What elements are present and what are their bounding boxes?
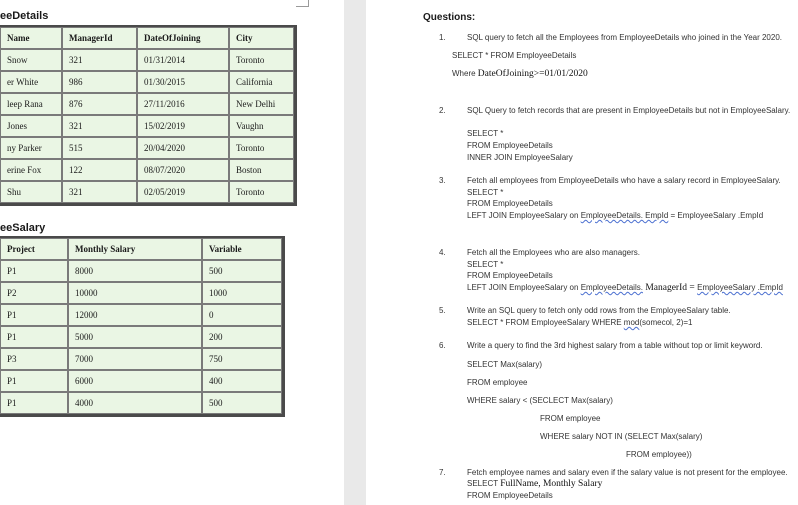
column-header: DateOfJoining (137, 27, 229, 49)
query-expression: ManagerId = (642, 283, 698, 293)
table-cell: Toronto (229, 181, 294, 203)
table-cell: 5000 (68, 326, 202, 348)
table-cell: 200 (202, 326, 282, 348)
table-cell: 515 (62, 137, 137, 159)
query-line: FROM employee (540, 414, 601, 423)
question-number: 2. (439, 106, 446, 115)
query-line: SELECT * (467, 129, 504, 138)
column-header: City (229, 27, 294, 49)
table-cell: New Delhi (229, 93, 294, 115)
table-cell: ny Parker (0, 137, 62, 159)
query-line: INNER JOIN EmployeeSalary (467, 153, 573, 162)
query-line (467, 211, 763, 220)
query-line: SELECT * (467, 260, 504, 269)
table-cell: 876 (62, 93, 137, 115)
question-number: 7. (439, 468, 446, 477)
document-page-left (0, 0, 344, 505)
document-page-right (366, 0, 798, 505)
table-cell: Boston (229, 159, 294, 181)
column-header: Project (0, 238, 68, 260)
query-line: FROM EmployeeDetails (467, 199, 553, 208)
query-keyword: Where (452, 69, 478, 78)
table-cell: Snow (0, 49, 62, 71)
spellcheck-underlined-text: EmployeeDetails. (580, 283, 643, 292)
table-row (0, 392, 282, 414)
table-row (0, 181, 294, 203)
query-keyword: SELECT * FROM EmployeeSalary WHERE (467, 318, 624, 327)
table-cell: 750 (202, 348, 282, 370)
table-cell: 10000 (68, 282, 202, 304)
table-row (0, 93, 294, 115)
query-expression: DateOfJoining>=01/01/2020 (477, 69, 588, 79)
table-row (0, 71, 294, 93)
query-keyword: LEFT JOIN EmployeeSalary on (467, 283, 581, 292)
query-line: FROM employee (467, 378, 528, 387)
table-row (0, 304, 282, 326)
table-cell: 321 (62, 115, 137, 137)
table-cell: 8000 (68, 260, 202, 282)
table-cell: P3 (0, 348, 68, 370)
query-keyword: SELECT (467, 479, 501, 488)
table-cell: 7000 (68, 348, 202, 370)
query-line: WHERE salary < (SECLECT Max(salary) (467, 396, 613, 405)
table-cell: 6000 (68, 370, 202, 392)
table-row (0, 159, 294, 181)
question-text: Write a query to find the 3rd highest salary from a table without top or limit keyword. (467, 341, 763, 350)
table-cell: er White (0, 71, 62, 93)
column-header: ManagerId (62, 27, 137, 49)
column-header: Name (0, 27, 62, 49)
query-line: FROM employee)) (626, 450, 692, 459)
table-cell: 08/07/2020 (137, 159, 229, 181)
table-row (0, 348, 282, 370)
table-cell: California (229, 71, 294, 93)
table-cell: 02/05/2019 (137, 181, 229, 203)
table-cell: P1 (0, 304, 68, 326)
table-cell: 986 (62, 71, 137, 93)
query-expression: FullName, Monthly Salary (500, 479, 603, 489)
table-row (0, 49, 294, 71)
page-corner-mark (296, 0, 309, 7)
table-row (0, 115, 294, 137)
table-cell: P1 (0, 370, 68, 392)
table-cell: 4000 (68, 392, 202, 414)
spellcheck-underlined-text: EmployeeSalary .EmpId (697, 283, 783, 292)
employee-details-table (0, 25, 297, 206)
table-row (0, 282, 282, 304)
employee-details-heading: eeDetails (0, 10, 49, 22)
employee-salary-table (0, 236, 285, 417)
table-cell: leep Rana (0, 93, 62, 115)
question-text: SQL query to fetch all the Employees from EmployeeDetails who joined in the Year 2020. (467, 33, 782, 42)
question-number: 3. (439, 176, 446, 185)
query-line: SELECT * FROM EmployeeDetails (452, 51, 577, 60)
query-expression: = EmployeeSalary .EmpId (668, 211, 764, 220)
table-cell: P1 (0, 326, 68, 348)
table-header-row (0, 27, 294, 49)
table-row (0, 370, 282, 392)
table-cell: 1000 (202, 282, 282, 304)
table-cell: Toronto (229, 49, 294, 71)
query-line: FROM EmployeeDetails (467, 141, 553, 150)
table-cell: P2 (0, 282, 68, 304)
table-cell: Shu (0, 181, 62, 203)
table-cell: 122 (62, 159, 137, 181)
table-cell: P1 (0, 260, 68, 282)
question-number: 5. (439, 306, 446, 315)
table-cell: 500 (202, 260, 282, 282)
employee-salary-heading: eeSalary (0, 222, 46, 234)
table-header-row (0, 238, 282, 260)
table-row (0, 326, 282, 348)
table-cell: 321 (62, 49, 137, 71)
table-cell: 15/02/2019 (137, 115, 229, 137)
table-row (0, 260, 282, 282)
table-cell: 321 (62, 181, 137, 203)
table-cell: erine Fox (0, 159, 62, 181)
table-cell: P1 (0, 392, 68, 414)
table-cell: Toronto (229, 137, 294, 159)
query-line: WHERE salary NOT IN (SELECT Max(salary) (540, 432, 703, 441)
table-row (0, 137, 294, 159)
query-line (452, 69, 588, 79)
table-cell: 01/31/2014 (137, 49, 229, 71)
table-cell: 0 (202, 304, 282, 326)
column-header: Variable (202, 238, 282, 260)
query-line (467, 479, 602, 489)
table-cell: Vaughn (229, 115, 294, 137)
table-cell: 400 (202, 370, 282, 392)
spellcheck-underlined-text: EmployeeDetails. EmpId (580, 211, 669, 220)
question-text: Fetch all the Employees who are also managers. (467, 248, 640, 257)
table-cell: 500 (202, 392, 282, 414)
column-header: Monthly Salary (68, 238, 202, 260)
query-line (467, 318, 692, 327)
question-number: 4. (439, 248, 446, 257)
query-expression: (somecol, 2)=1 (639, 318, 693, 327)
query-line: SELECT * (467, 188, 504, 197)
question-text: Fetch employee names and salary even if the salary value is not present for the employee. (467, 468, 788, 477)
question-number: 1. (439, 33, 446, 42)
query-line: FROM EmployeeDetails (467, 491, 553, 500)
question-number: 6. (439, 341, 446, 350)
query-line (467, 283, 783, 293)
table-cell: Jones (0, 115, 62, 137)
table-cell: 01/30/2015 (137, 71, 229, 93)
table-cell: 12000 (68, 304, 202, 326)
question-text: SQL Query to fetch records that are present in EmployeeDetails but not in EmployeeSalary. (467, 106, 791, 115)
table-cell: 20/04/2020 (137, 137, 229, 159)
spellcheck-underlined-text: mod (623, 318, 640, 327)
question-text: Fetch all employees from EmployeeDetails who have a salary record in EmployeeSalary. (467, 176, 781, 185)
query-keyword: LEFT JOIN EmployeeSalary on (467, 211, 581, 220)
question-text: Write an SQL query to fetch only odd rows from the EmployeeSalary table. (467, 306, 731, 315)
table-cell: 27/11/2016 (137, 93, 229, 115)
query-line: SELECT Max(salary) (467, 360, 542, 369)
query-line: FROM EmployeeDetails (467, 271, 553, 280)
questions-title: Questions: (423, 12, 476, 23)
